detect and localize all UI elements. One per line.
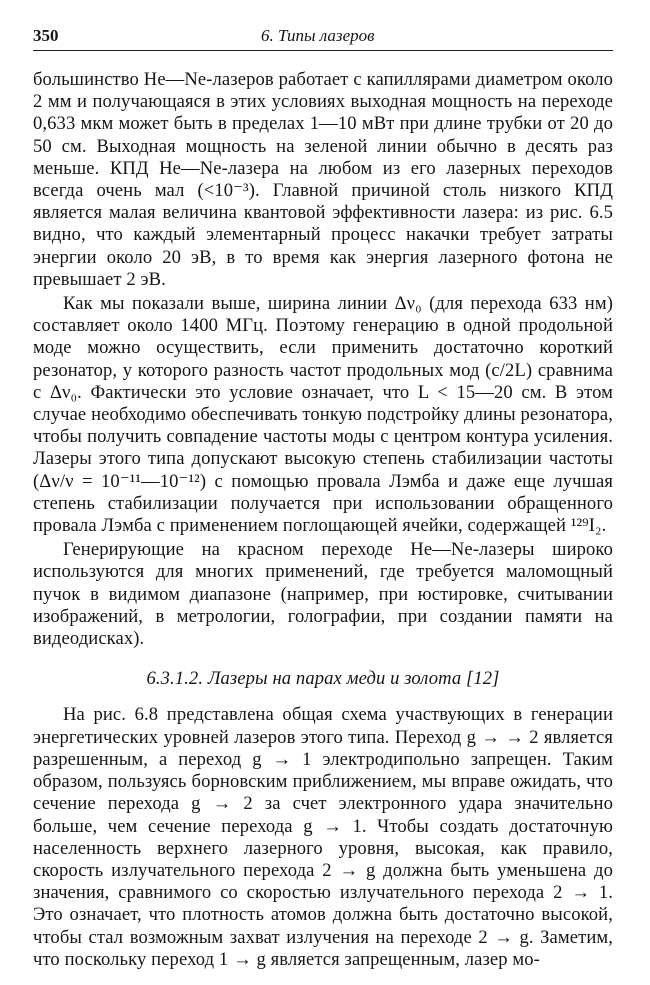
- paragraph-2: Как мы показали выше, ширина линии Δν₀ (для перехода 633 нм) составляет около 1400 МГц. Поэтому генерацию в одной продольной моде можно осуществить, если применить достаточно короткий резонатор, у которого разность частот продольных мод (c/2L) сравнима с Δν₀. Фактически это условие означает, что L < 15—20 см. В этом случае необходимо обеспечивать тонкую подстройку длины резонатора, чтобы получить совпадение частоты моды с центром контура усиления. Лазеры этого типа допускают высокую степень стабилизации частоты (Δν/ν = 10⁻¹¹—10⁻¹²) с помощью провала Лэмба и даже еще лучшая степень стабилизации получается при использовании обращенного провала Лэмба с применением поглощающей ячейки, содержащей ¹²⁹I₂.: [33, 293, 613, 537]
- paragraph-3: Генерирующие на красном переходе He—Ne-лазеры широко используются для многих применений, где требуется маломощный пучок в видимом диапазоне (например, при юстировке, считывании изображений, в метрологии, голографии, при создании памяти на видеодисках).: [33, 539, 613, 650]
- page-header: [33, 18, 613, 51]
- paragraph-1: большинство He—Ne-лазеров работает с капиллярами диаметром около 2 мм и получающаяся в этих условиях выходная мощность на переходе 0,633 мкм может быть в пределах 1—10 мВт при длине трубки от 20 до 50 см. Выходная мощность на зеленой линии обычно в десять раз меньше. КПД He—Ne-лазера на любом из его лазерных переходов всегда очень мал (<10⁻³). Главной причиной столь низкого КПД является малая величина квантовой эффективности лазера: из рис. 6.5 видно, что каждый элементарный процесс накачки требует затраты энергии около 20 эВ, в то время как энергия лазерного фотона не превышает 2 эВ.: [33, 69, 613, 290]
- running-title: 6. Типы лазеров: [261, 26, 375, 45]
- section-heading: 6.3.1.2. Лазеры на парах меди и золота [12]: [146, 668, 500, 690]
- body-text: [33, 69, 613, 971]
- page-number: 350: [33, 26, 59, 45]
- paragraph-4: На рис. 6.8 представлена общая схема участвующих в генерации энергетических уровней лазеров этого типа. Переход g → → 2 является разрешенным, а переход g → 1 электродипольно запрещен. Таким образом, пользуясь борновским приближением, мы вправе ожидать, что сечение перехода g → 2 за счет электронного удара значительно больше, чем сечение перехода g → 1. Чтобы создать достаточную населенность верхнего лазерного уровня, высокая, как правило, скорость излучательного перехода 2 → g должна быть уменьшена до значения, сравнимого со скоростью излучательного перехода 2 → 1. Это означает, что плотность атомов должна быть достаточно высокой, чтобы стал возможным захват излучения на переходе 2 → g. Заметим, что поскольку переход 1 → g является запрещенным, лазер мо-: [33, 704, 613, 970]
